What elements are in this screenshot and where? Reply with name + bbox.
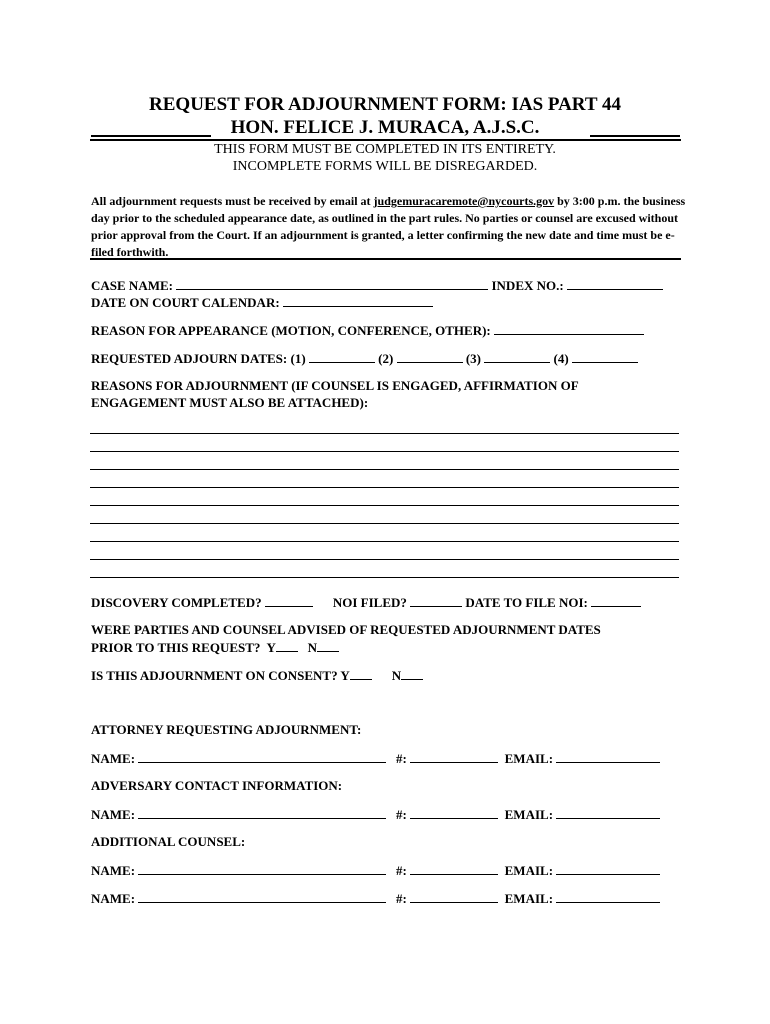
discovery-field[interactable] <box>265 594 313 607</box>
reasons-line[interactable] <box>90 523 679 524</box>
adversary-number-field[interactable] <box>410 806 498 819</box>
reasons-line[interactable] <box>90 469 679 470</box>
adversary-name-field[interactable] <box>138 806 386 819</box>
reasons-line[interactable] <box>90 559 679 560</box>
date-3-field[interactable] <box>484 350 550 363</box>
case-name-field[interactable] <box>176 277 488 290</box>
discovery-row: DISCOVERY COMPLETED? NOI FILED? DATE TO FILE NOI: <box>91 594 641 611</box>
attorney-email-field[interactable] <box>556 750 660 763</box>
adversary-heading: ADVERSARY CONTACT INFORMATION: <box>91 778 343 793</box>
adversary-email-field[interactable] <box>556 806 660 819</box>
additional-name-field-1[interactable] <box>138 862 386 875</box>
index-no-field[interactable] <box>567 277 663 290</box>
additional-number-field-1[interactable] <box>410 862 498 875</box>
form-title: REQUEST FOR ADJOURNMENT FORM: IAS PART 44 <box>149 94 621 115</box>
instructions-paragraph: All adjournment requests must be received by email at judgemuracaremote@nycourts.gov by 3:00 p.m. the business day prior to the scheduled appearance date, as outlined in the part rules. No parties or counsel are excused without prior approval from the Court. If an adjournment is granted, a letter confirming the new date and time must be e-filed forthwith. <box>91 194 686 259</box>
reasons-heading-2: ENGAGEMENT MUST ALSO BE ATTACHED): <box>91 395 369 410</box>
reasons-line[interactable] <box>90 451 679 452</box>
advised-no-field[interactable] <box>317 639 339 652</box>
consent-yes-field[interactable] <box>350 667 372 680</box>
header-divider <box>90 139 681 141</box>
attorney-number-field[interactable] <box>410 750 498 763</box>
notice-line-2: INCOMPLETE FORMS WILL BE DISREGARDED. <box>232 159 538 174</box>
attorney-name-field[interactable] <box>138 750 386 763</box>
case-name-row: CASE NAME: INDEX NO.: <box>91 277 663 294</box>
calendar-date-row: DATE ON COURT CALENDAR: <box>91 294 433 311</box>
judge-name: HON. FELICE J. MURACA, A.J.S.C. <box>230 117 540 138</box>
additional-counsel-row-1: NAME: #: EMAIL: <box>91 862 660 879</box>
consent-no-field[interactable] <box>401 667 423 680</box>
additional-email-field-1[interactable] <box>556 862 660 875</box>
reasons-line[interactable] <box>90 505 679 506</box>
advised-row: PRIOR TO THIS REQUEST? Y N <box>91 639 339 656</box>
notice-line-1: THIS FORM MUST BE COMPLETED IN ITS ENTIRETY. <box>214 142 556 157</box>
additional-counsel-row-2: NAME: #: EMAIL: <box>91 890 660 907</box>
attorney-heading: ATTORNEY REQUESTING ADJOURNMENT: <box>91 722 362 737</box>
reason-field[interactable] <box>494 322 644 335</box>
court-email-link[interactable]: judgemuracaremote@nycourts.gov <box>373 194 555 208</box>
additional-email-field-2[interactable] <box>556 890 660 903</box>
date-1-field[interactable] <box>309 350 375 363</box>
reasons-line[interactable] <box>90 577 679 578</box>
additional-name-field-2[interactable] <box>138 890 386 903</box>
title-underline-right <box>590 135 680 137</box>
additional-counsel-heading: ADDITIONAL COUNSEL: <box>91 834 246 849</box>
reasons-line[interactable] <box>90 487 679 488</box>
adversary-contact-row: NAME: #: EMAIL: <box>91 806 660 823</box>
advised-heading-1: WERE PARTIES AND COUNSEL ADVISED OF REQUESTED ADJOURNMENT DATES <box>91 622 601 637</box>
reasons-line[interactable] <box>90 433 679 434</box>
calendar-date-field[interactable] <box>283 294 433 307</box>
reasons-line[interactable] <box>90 541 679 542</box>
reasons-heading-1: REASONS FOR ADJOURNMENT (IF COUNSEL IS ENGAGED, AFFIRMATION OF <box>91 378 579 393</box>
requested-dates-row: REQUESTED ADJOURN DATES: (1) (2) (3) (4) <box>91 350 638 367</box>
date-4-field[interactable] <box>572 350 638 363</box>
advised-yes-field[interactable] <box>276 639 298 652</box>
reason-row: REASON FOR APPEARANCE (MOTION, CONFERENCE, OTHER): <box>91 322 644 339</box>
noi-date-field[interactable] <box>591 594 641 607</box>
noi-filed-field[interactable] <box>410 594 462 607</box>
additional-number-field-2[interactable] <box>410 890 498 903</box>
date-2-field[interactable] <box>397 350 463 363</box>
instructions-divider <box>90 258 681 260</box>
attorney-contact-row: NAME: #: EMAIL: <box>91 750 660 767</box>
consent-row: IS THIS ADJOURNMENT ON CONSENT? Y N <box>91 667 423 684</box>
